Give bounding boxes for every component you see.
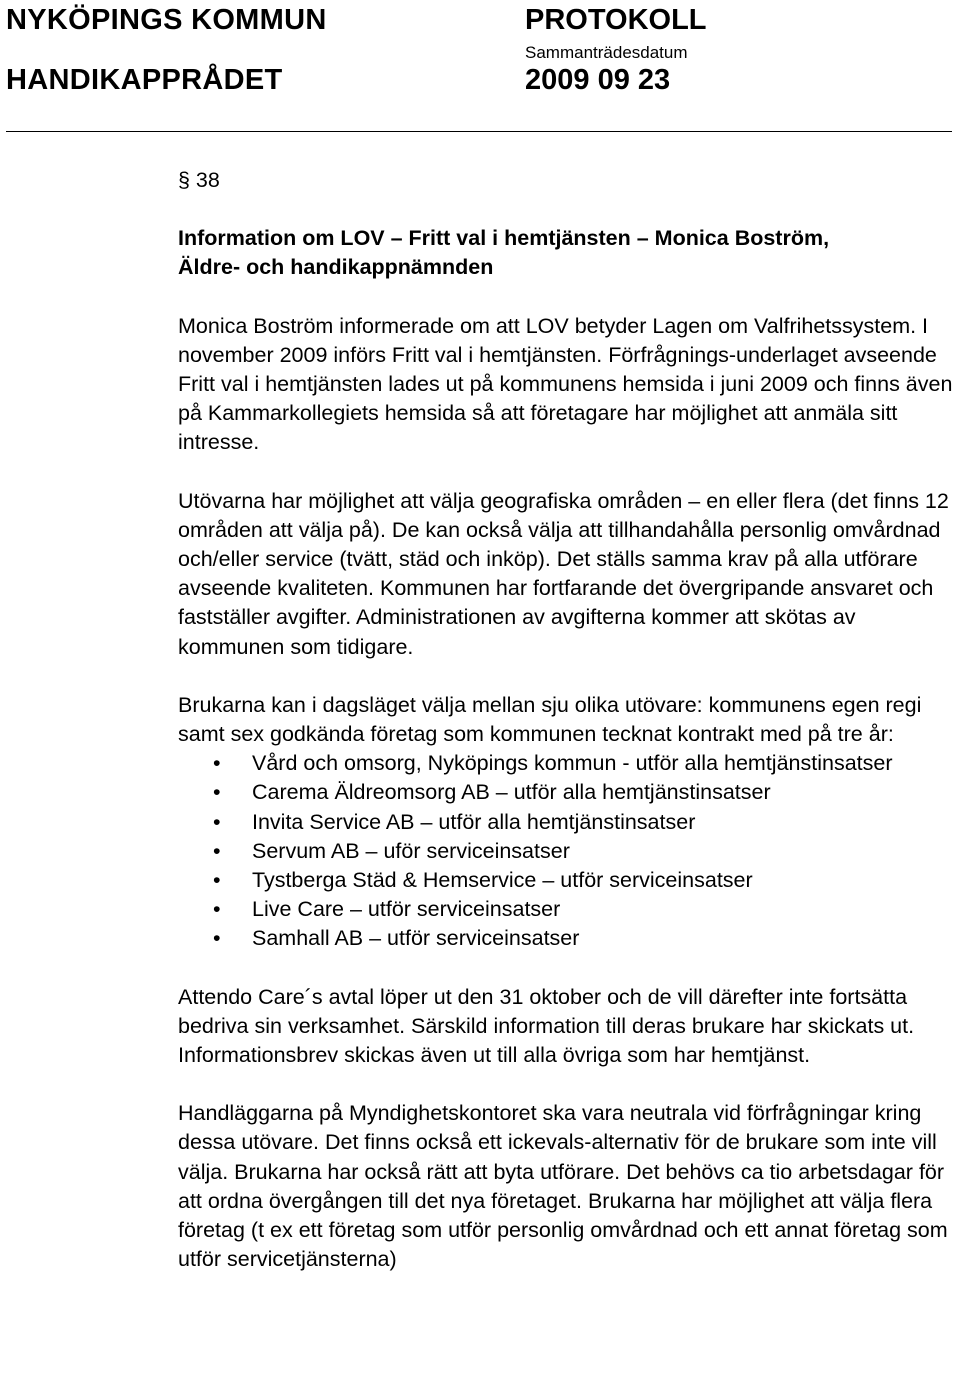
- document-type: PROTOKOLL: [525, 4, 707, 36]
- paragraph-lov-intro: Monica Boström informerade om att LOV betyder Lagen om Valfrihetssystem. I november 2009 införs Fritt val i hemtjänsten. Förfrågnings-underlaget avseende Fritt val i hemtjänsten lades ut på kommunens hemsida i juni 2009 och finns även på Kammarkollegiets hemsida så att företagare har möjlighet att anmäla sitt intresse.: [178, 313, 953, 455]
- section-number: § 38: [178, 168, 220, 192]
- list-item: • Carema Äldreomsorg AB – utför alla hemtjänstinsatser: [178, 778, 958, 807]
- list-item: • Invita Service AB – utför alla hemtjänstinsatser: [178, 808, 958, 837]
- list-item: • Samhall AB – utför serviceinsatser: [178, 924, 958, 953]
- list-item: • Vård och omsorg, Nyköpings kommun - utför alla hemtjänstinsatser: [178, 749, 958, 778]
- meeting-date: 2009 09 23: [525, 64, 671, 96]
- paragraph-provider-rules: Utövarna har möjlighet att välja geografiska områden – en eller flera (det finns 12 områden att välja på). De kan också välja att tillhandahålla personlig omvårdnad och/eller service (tvätt, städ och inköp). Det ställs samma krav på alla utförare avseende kvaliteten. Kommunen har fortfarande det övergripande ansvaret och fastställer avgifter. Administrationen av avgifterna kommer att skötas av kommunen som tidigare.: [178, 488, 949, 659]
- provider-list: [178, 749, 958, 953]
- committee-name: HANDIKAPPRÅDET: [6, 64, 283, 96]
- list-item: • Servum AB – uför serviceinsatser: [178, 837, 958, 866]
- section-title: [178, 224, 958, 282]
- meeting-date-label: Sammanträdesdatum: [525, 43, 688, 62]
- list-item: • Live Care – utför serviceinsatser: [178, 895, 958, 924]
- organization-name: NYKÖPINGS KOMMUN: [6, 4, 327, 36]
- header-rule: [6, 131, 952, 132]
- list-item: • Tystberga Städ & Hemservice – utför serviceinsatser: [178, 866, 958, 895]
- protocol-section: [178, 166, 958, 1304]
- paragraph-attendo: Attendo Care´s avtal löper ut den 31 oktober och de vill därefter inte fortsätta bedriva sin verksamhet. Särskild information till deras brukare har skickats ut. Informationsbrev skickas även ut till alla övriga som har hemtjänst.: [178, 984, 915, 1068]
- section-title-line: Information om LOV – Fritt val i hemtjänsten – Monica Boström,: [178, 226, 830, 251]
- section-title-line: Äldre- och handikappnämnden: [178, 255, 494, 280]
- paragraph-case-officers: Handläggarna på Myndighetskontoret ska vara neutrala vid förfrågningar kring dessa utövare. Det finns också ett ickevals-alternativ för de brukare som inte vill välja. Brukarna har också rätt att byta utförare. Det behövs ca tio arbetsdagar för att ordna övergången till det nya företaget. Brukarna har möjlighet att välja flera företag (t ex ett företag som utför personlig omvårdnad och ett annat företag som utför servicetjänsterna): [178, 1101, 948, 1272]
- paragraph-provider-choice: Brukarna kan i dagsläget välja mellan sju olika utövare: kommunens egen regi samt sex godkända företag som kommunen tecknat kontrakt med på tre år:: [178, 692, 922, 747]
